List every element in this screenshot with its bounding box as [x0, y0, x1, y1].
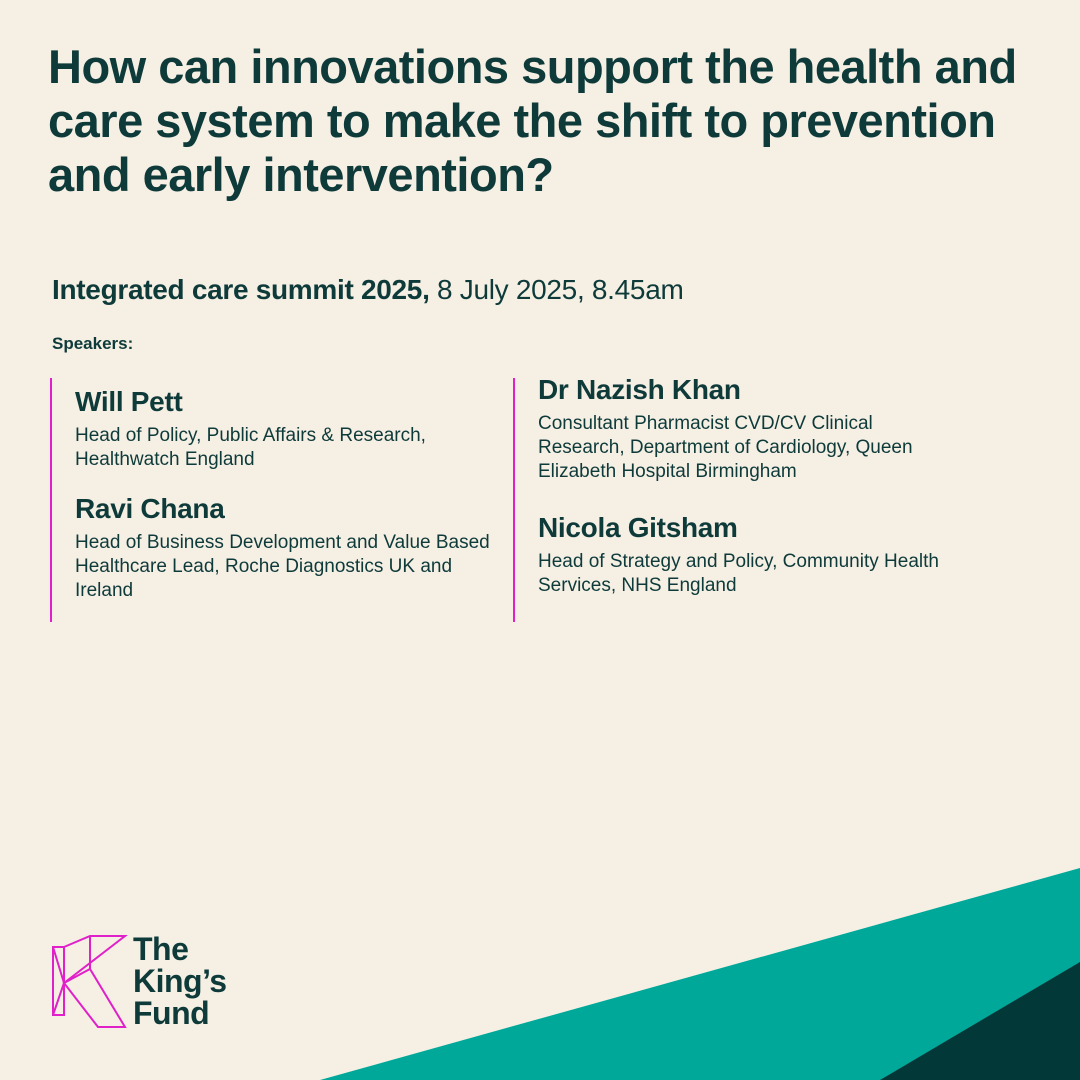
logo-wordmark: [133, 933, 227, 1029]
teal-diagonal-band: [320, 868, 1080, 1080]
logo-text-line: King’s: [133, 963, 227, 999]
speaker-name: Nicola Gitsham: [538, 512, 738, 543]
event-name: Integrated care summit 2025,: [52, 274, 430, 305]
speaker-role: Head of Strategy and Policy, Community Health Services, NHS England: [538, 551, 939, 596]
kings-fund-k-logo-icon: [50, 933, 128, 1029]
logo-text-line: Fund: [133, 995, 210, 1031]
page-title: How can innovations support the health and care system to make the shift to prevention and early intervention?: [48, 40, 1017, 201]
speaker-card: [52, 382, 492, 472]
speaker-card: [515, 370, 955, 484]
speaker-role: Head of Business Development and Value Based Healthcare Lead, Roche Diagnostics UK and Ireland: [75, 532, 490, 601]
speakers-column-right: [513, 374, 955, 622]
speaker-role: Head of Policy, Public Affairs & Research, Healthwatch England: [75, 425, 426, 470]
speaker-name: Will Pett: [75, 386, 183, 417]
speaker-card: [52, 489, 492, 603]
kings-fund-logo: [50, 933, 250, 1033]
speaker-name: Dr Nazish Khan: [538, 374, 741, 405]
event-details: 8 July 2025, 8.45am: [429, 274, 684, 305]
speaker-role: Consultant Pharmacist CVD/CV Clinical Research, Department of Cardiology, Queen Elizabeth Hospital Birmingham: [538, 413, 913, 482]
event-line: [52, 270, 684, 310]
speaker-name: Ravi Chana: [75, 493, 225, 524]
dark-teal-corner: [880, 962, 1080, 1080]
speakers-label: Speakers:: [52, 334, 134, 353]
logo-text-line: The: [133, 931, 189, 967]
speakers-column-left: [50, 378, 492, 622]
speaker-card: [515, 508, 955, 598]
